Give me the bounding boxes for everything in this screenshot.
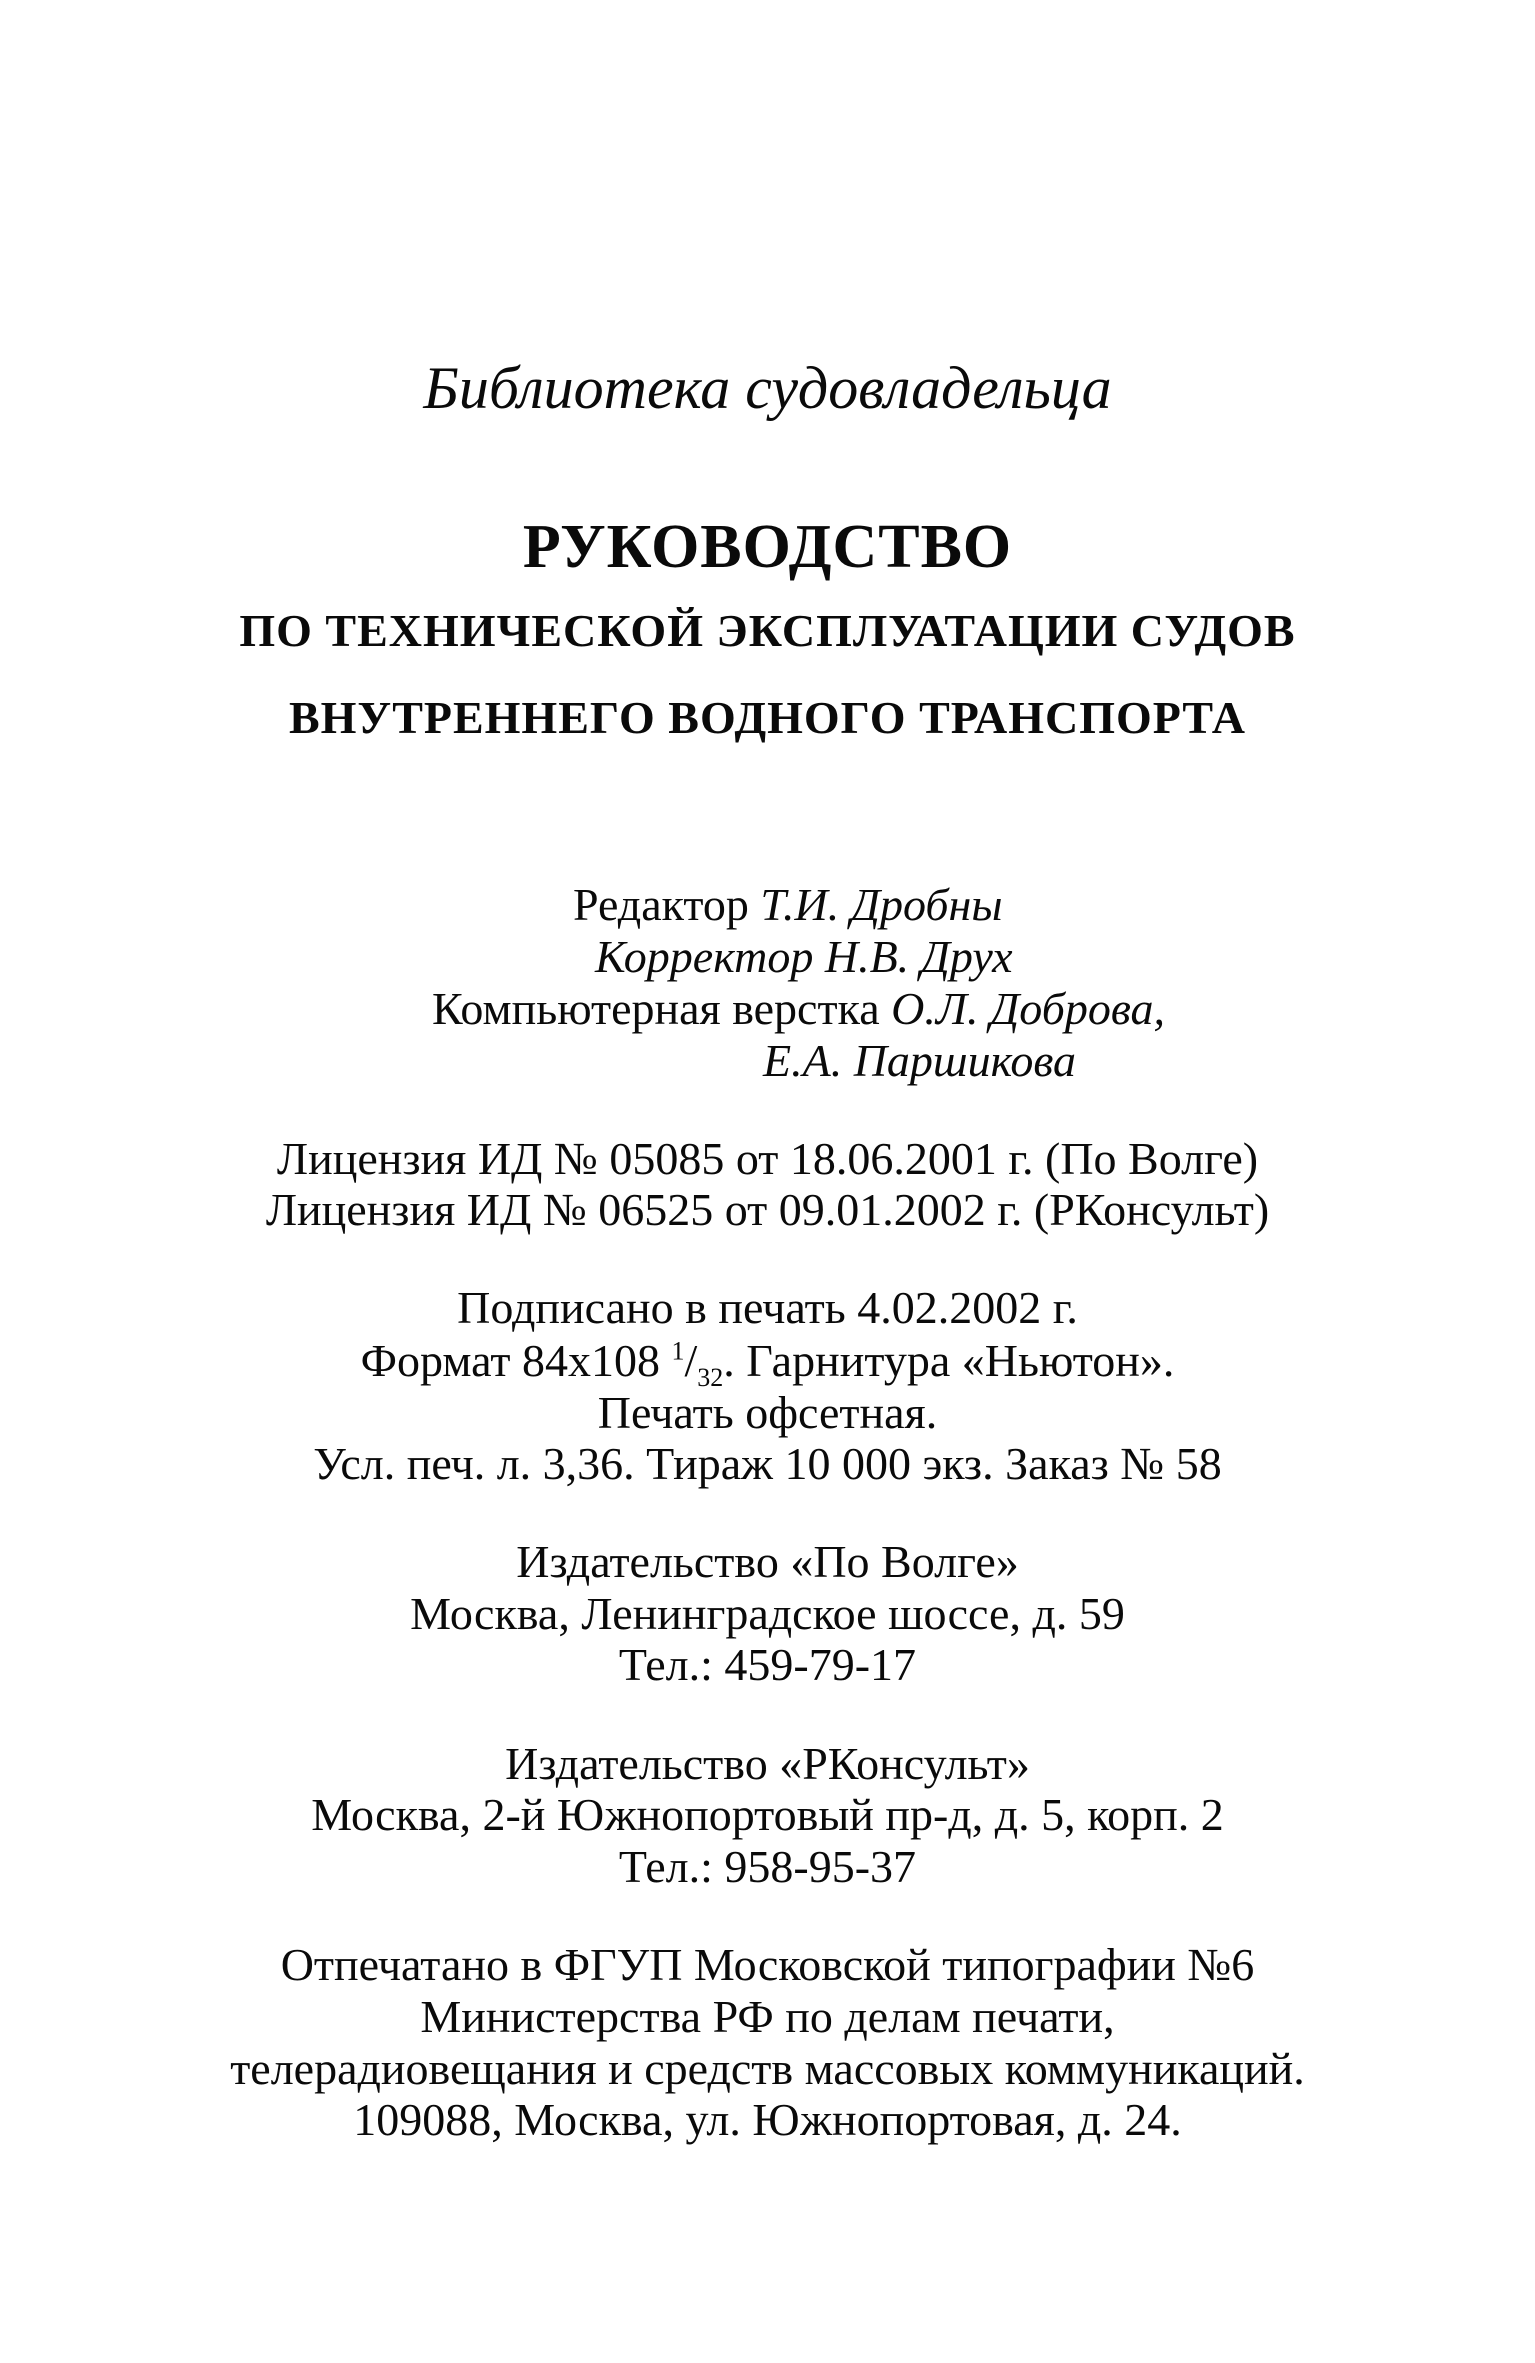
editor-role: Редактор: [573, 879, 749, 930]
corrector-role: Корректор: [595, 931, 814, 982]
publisher-1-address: Москва, Ленинградское шоссе, д. 59: [410, 1588, 1125, 1639]
editor-credit: [573, 879, 1003, 930]
layout-credit-2: [763, 1035, 1077, 1086]
corrector-name: Н.В. Друх: [824, 931, 1013, 982]
book-title-line-3: ВНУТРЕННЕГО ВОДНОГО ТРАНСПОРТА: [288, 692, 1247, 743]
book-title-line-2: ПО ТЕХНИЧЕСКОЙ ЭКСПЛУАТАЦИИ СУДОВ: [239, 605, 1296, 656]
printer-line-3: телерадиовещания и средств массовых коммуникаций.: [230, 2043, 1305, 2094]
format-suffix: . Гарнитура «Ньютон».: [723, 1335, 1175, 1386]
publisher-2-address: Москва, 2-й Южнопортовый пр-д, д. 5, корп. 2: [311, 1789, 1224, 1840]
printer-line-1: Отпечатано в ФГУП Московской типографии №6: [280, 1939, 1255, 1990]
editor-name: Т.И. Дробны: [760, 879, 1003, 930]
series-title: Библиотека судовладельца: [423, 355, 1112, 421]
license-line-1: Лицензия ИД № 05085 от 18.06.2001 г. (По Волге): [276, 1133, 1259, 1184]
format-prefix: Формат 84x108: [360, 1335, 672, 1386]
publisher-2-name: Издательство «РКонсульт»: [505, 1738, 1030, 1789]
signed-for-print: Подписано в печать 4.02.2002 г.: [457, 1282, 1078, 1333]
publisher-1-phone: Тел.: 459-79-17: [618, 1639, 917, 1690]
print-method: Печать офсетная.: [597, 1387, 938, 1438]
publisher-2-phone: Тел.: 958-95-37: [618, 1841, 917, 1892]
layout-name-2: Е.А. Паршикова: [763, 1035, 1077, 1086]
print-volume: Усл. печ. л. 3,36. Тираж 10 000 экз. Заказ № 58: [313, 1438, 1222, 1489]
printer-line-2: Министерства РФ по делам печати,: [420, 1991, 1115, 2042]
book-title-line-1: РУКОВОДСТВО: [522, 513, 1013, 581]
format-numerator: 1: [671, 1336, 685, 1366]
corrector-credit: [595, 931, 1013, 982]
publisher-1-name: Издательство «По Волге»: [516, 1536, 1019, 1587]
layout-credit: [432, 983, 1165, 1034]
layout-role: Компьютерная верстка: [432, 983, 880, 1034]
format-line: [0, 1335, 1535, 1393]
layout-name-1: О.Л. Доброва,: [891, 983, 1165, 1034]
printer-line-4: 109088, Москва, ул. Южнопортовая, д. 24.: [353, 2094, 1182, 2145]
format-denominator: 32: [697, 1363, 724, 1393]
license-line-2: Лицензия ИД № 06525 от 09.01.2002 г. (РКонсульт): [265, 1184, 1270, 1235]
format-fraction: $^1/_{32}$: [671, 1335, 724, 1393]
